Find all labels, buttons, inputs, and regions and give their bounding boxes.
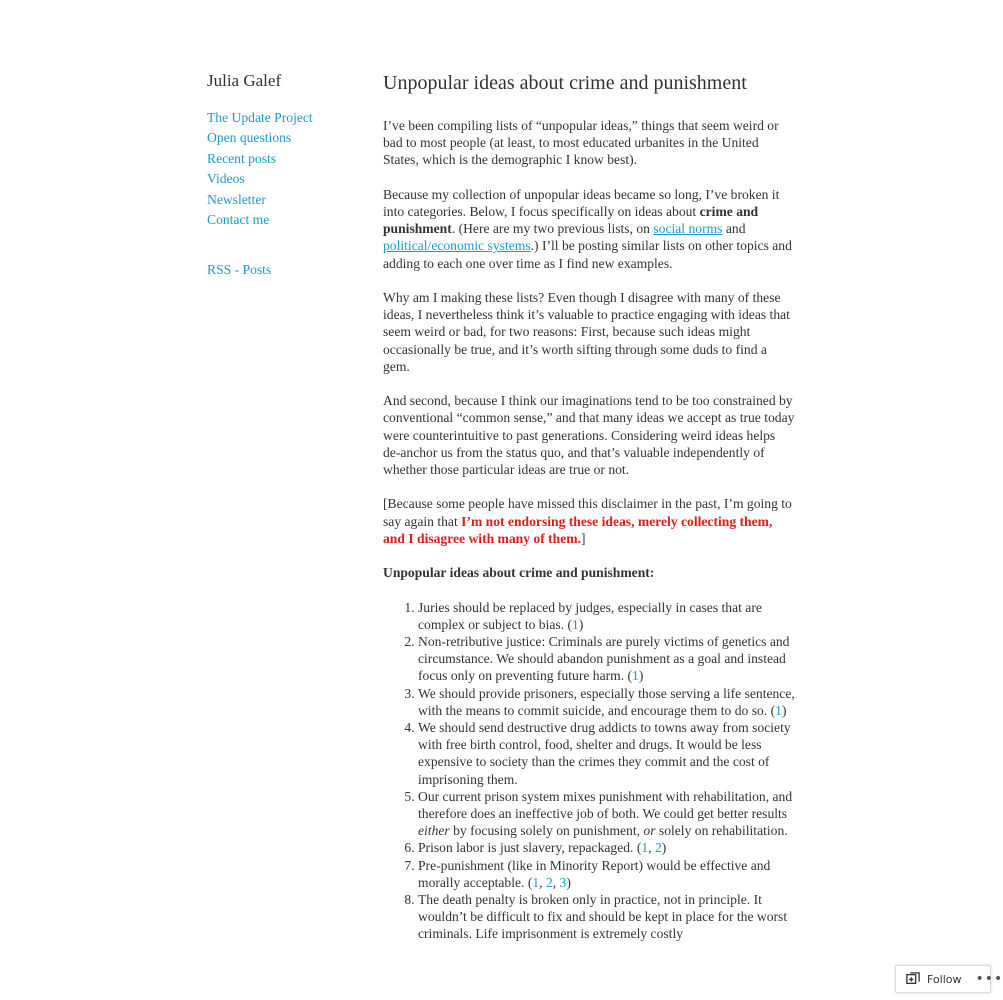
- idea-item-5: [418, 788, 795, 840]
- post-title: Unpopular ideas about crime and punishment: [383, 72, 747, 94]
- reference-link[interactable]: 1: [572, 616, 579, 632]
- nav-item-videos: [207, 169, 367, 189]
- second-reason-paragraph: And second, because I think our imaginations tend to be too constrained by conventional “common sense,” and that many ideas we accept as true today were counterintuitive to past generations. Considering weird ideas helps de-anchor us from the status quo, and that’s valuable independently of whether those particular ideas are true or not.: [383, 393, 795, 478]
- nav-item-open-questions: [207, 128, 367, 148]
- text-fragment: solely on rehabilitation.: [655, 823, 788, 839]
- text-fragment: ,: [552, 874, 560, 890]
- idea-text: Juries should be replaced by judges, especially in cases that are complex or subject to bias. (: [418, 599, 762, 632]
- reference-link[interactable]: 2: [545, 874, 553, 890]
- follow-bar: [895, 965, 1003, 993]
- idea-text: The death penalty is broken only in practice, not in principle. It wouldn’t be difficult to fix and should be kept in place for the worst criminals. Life imprisonment is extremely costly: [418, 892, 788, 942]
- follow-label: Follow: [927, 972, 962, 986]
- emphasis-either: either: [418, 823, 450, 839]
- political-economic-systems-link[interactable]: political/economic systems: [383, 238, 531, 254]
- rss-widget: [207, 260, 367, 280]
- nav-link-recent-posts[interactable]: Recent posts: [207, 150, 277, 166]
- text-fragment: ): [638, 668, 644, 684]
- sidebar: [207, 70, 367, 280]
- text-fragment: and: [722, 221, 746, 237]
- nav-link-videos[interactable]: Videos: [207, 171, 245, 187]
- text-fragment: ): [781, 702, 787, 718]
- text-fragment: ]: [581, 530, 586, 546]
- text-fragment: Because my collection of unpopular ideas became so long, I’ve broken it into categories. Below, I focus specifically on ideas about: [383, 186, 780, 219]
- reasons-paragraph: Why am I making these lists? Even though I disagree with many of these ideas, I nevertheless think it’s valuable to practice engaging with ideas that seem weird or bad, for two reasons: First, because such ideas might occasionally be true, and it’s worth sifting through some duds to find a gem.: [383, 290, 790, 374]
- idea-item-6: [418, 839, 795, 856]
- nav-item-recent-posts: [207, 149, 367, 169]
- text-fragment: by focusing solely on punishment,: [449, 823, 644, 839]
- reference-link[interactable]: 1: [532, 874, 540, 890]
- nav-item-contact: [207, 210, 367, 230]
- idea-text: Pre-punishment (like in Minority Report) would be effective and morally acceptable. (: [418, 857, 771, 890]
- text-fragment: ): [566, 874, 571, 890]
- idea-text: We should send destructive drug addicts to towns away from society with free birth control, food, shelter and drugs. It would be less expensive to society than the crimes they commit and the cost of imprisoning them.: [418, 720, 791, 787]
- text-fragment: ,: [648, 840, 655, 856]
- list-heading-text: Unpopular ideas about crime and punishment:: [383, 565, 655, 581]
- text-fragment: ): [578, 616, 584, 632]
- reference-link[interactable]: 2: [654, 840, 662, 856]
- text-fragment: [Because some people have missed this disclaimer in the past, I’m going to say again that: [383, 496, 792, 529]
- follow-button[interactable]: [896, 972, 962, 986]
- categories-paragraph: [383, 186, 795, 272]
- idea-item-2: [418, 633, 795, 685]
- idea-text: Non-retributive justice: Criminals are purely victims of genetics and circumstance. We should abandon punishment as a goal and instead focus only on preventing future harm. (: [418, 634, 790, 684]
- text-fragment: .) I’ll be posting similar lists on other topics and adding to each one over time as I find new examples.: [383, 238, 792, 271]
- reference-link[interactable]: 1: [775, 702, 782, 718]
- nav-link-newsletter[interactable]: Newsletter: [207, 191, 266, 207]
- idea-item-8: [418, 891, 795, 943]
- ideas-list: [383, 599, 795, 943]
- idea-item-3: [418, 685, 795, 719]
- text-fragment: ,: [539, 874, 546, 890]
- idea-item-7: [418, 857, 795, 891]
- idea-text: Prison labor is just slavery, repackaged. (: [418, 840, 642, 856]
- nav-link-update-project[interactable]: The Update Project: [207, 110, 313, 125]
- idea-text: Our current prison system mixes punishment with rehabilitation, and therefore does an ineffective job of both. We could get better results: [418, 788, 793, 822]
- emphasis-or: or: [643, 823, 656, 839]
- nav-link-contact[interactable]: Contact me: [207, 212, 270, 228]
- text-fragment: ): [661, 840, 667, 856]
- nav-link-open-questions[interactable]: Open questions: [207, 130, 292, 146]
- disclaimer-paragraph: [383, 495, 795, 547]
- idea-text: We should provide prisoners, especially those serving a life sentence, with the means to commit suicide, and encourage them to do so. (: [418, 685, 795, 718]
- reference-link[interactable]: 1: [632, 668, 639, 684]
- reference-link[interactable]: 3: [559, 874, 567, 890]
- rss-posts-link[interactable]: RSS - Posts: [207, 262, 272, 278]
- disclaimer-highlight: I’m not endorsing these ideas, merely collecting them, and I disagree with many of them.: [383, 513, 773, 546]
- intro-paragraph: I’ve been compiling lists of “unpopular ideas,” things that seem weird or bad to most people (at least, to most educated urbanites in the United States, which is the demographic I know best).: [383, 118, 779, 168]
- nav-item-newsletter: [207, 190, 367, 210]
- nav-item-update-project: [207, 108, 367, 128]
- idea-item-1: [418, 599, 795, 633]
- nav-menu: [207, 108, 367, 230]
- list-heading: [383, 564, 795, 581]
- follow-icon: [906, 972, 920, 986]
- reference-link[interactable]: 1: [641, 840, 649, 856]
- idea-item-4: [418, 719, 795, 788]
- text-fragment: . (Here are my two previous lists, on: [451, 221, 654, 237]
- bold-topic: crime and punishment: [383, 204, 759, 237]
- site-title[interactable]: Julia Galef: [207, 71, 282, 90]
- social-norms-link[interactable]: social norms: [653, 221, 723, 237]
- more-options-button[interactable]: •••: [975, 971, 1003, 987]
- post-content: [383, 70, 795, 943]
